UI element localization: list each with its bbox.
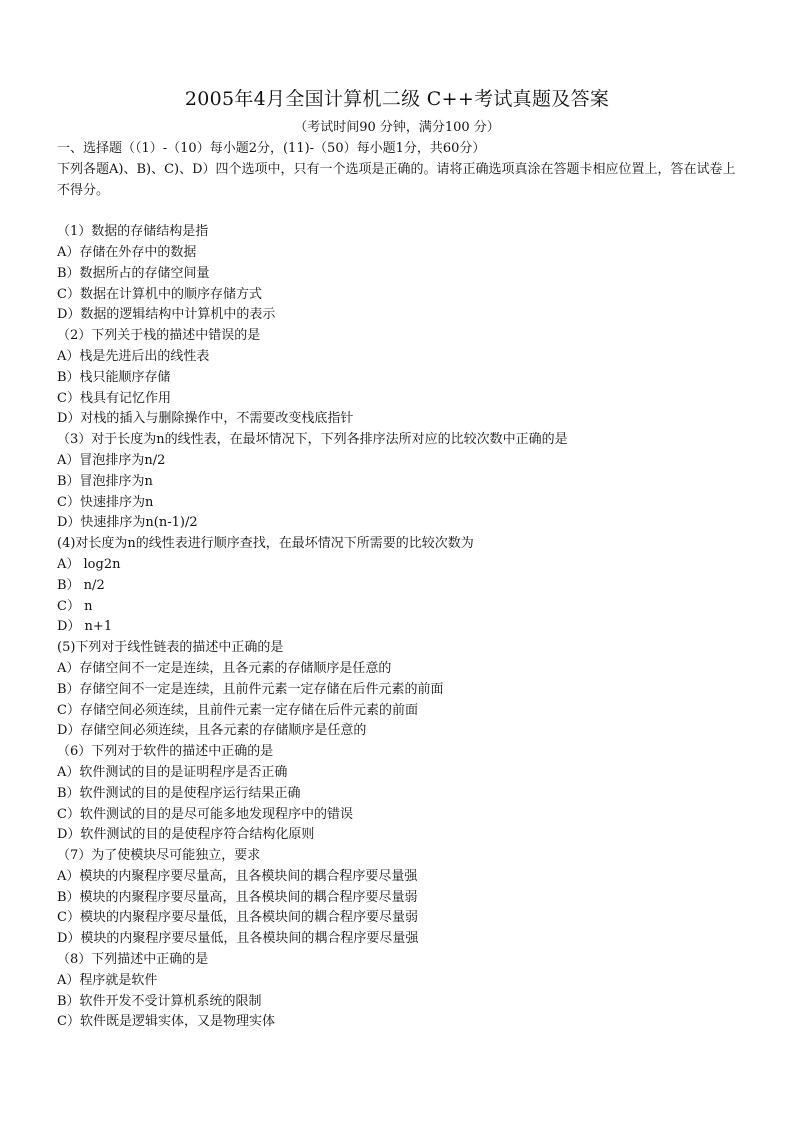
option-d: D）对栈的插入与删除操作中，不需要改变栈底指针 [57,411,354,427]
option-c: C）快速排序为n [57,494,154,510]
option-c: C）存储空间必须连续，且前件元素一定存储在后件元素的前面 [57,702,418,718]
question-5 [57,638,739,742]
option-c: C）软件测试的目的是尽可能多地发现程序中的错误 [57,806,353,822]
option-a: A）存储空间不一定是连续，且各元素的存储顺序是任意的 [57,660,392,676]
option-b: B）模块的内聚程序要尽量高，且各模块间的耦合程序要尽量弱 [57,889,418,905]
question-stem: （3）对于长度为n的线性表，在最坏情况下，下列各排序法所对应的比较次数中正确的是 [57,432,568,448]
question-1 [57,222,739,326]
option-a: A）模块的内聚程序要尽量高，且各模块间的耦合程序要尽量强 [57,868,418,884]
section-heading: 一、选择题（（1）-（10）每小题2分，(11)-（50）每小题1分，共60分） [57,141,486,156]
exam-info: （考试时间90 分钟，满分100 分） [294,120,500,135]
question-stem: （2）下列关于栈的描述中错误的是 [57,328,261,344]
question-stem: （7）为了使模块尽可能独立，要求 [57,848,261,864]
option-d: D）存储空间必须连续，且各元素的存储顺序是任意的 [57,723,367,739]
option-c: C） n [57,598,93,614]
question-6 [57,742,739,846]
option-b: B）数据所占的存储空间量 [57,265,210,281]
option-a: A）存储在外存中的数据 [57,244,197,260]
option-a: A）冒泡排序为n/2 [57,452,166,468]
option-b: B）存储空间不一定是连续，且前件元素一定存储在后件元素的前面 [57,681,444,697]
question-stem: （1）数据的存储结构是指 [57,224,209,240]
option-c: C）栈具有记忆作用 [57,390,171,406]
option-a: A） log2n [57,556,121,572]
option-b: B）软件开发不受计算机系统的限制 [57,993,262,1009]
option-b: B）栈只能顺序存储 [57,369,171,385]
option-a: A）栈是先进后出的线性表 [57,348,210,364]
option-b: B） n/2 [57,577,105,593]
option-b: B）冒泡排序为n [57,473,153,489]
option-d: D）软件测试的目的是使程序符合结构化原则 [57,827,315,843]
spacer [57,201,739,222]
option-c: C）模块的内聚程序要尽量低，且各模块间的耦合程序要尽量弱 [57,910,418,926]
option-a: A）程序就是软件 [57,972,158,988]
question-stem: (5)下列对于线性链表的描述中正确的是 [57,640,284,656]
option-d: D）数据的逻辑结构中计算机中的表示 [57,307,276,323]
option-b: B）软件测试的目的是使程序运行结果正确 [57,785,301,801]
question-3 [57,430,739,534]
option-d: D）模块的内聚程序要尽量低，且各模块间的耦合程序要尽量强 [57,931,419,947]
option-d: D） n+1 [57,619,113,635]
option-d: D）快速排序为n(n-1)/2 [57,515,198,531]
option-c: C）软件既是逻辑实体，又是物理实体 [57,1014,275,1030]
document-body [57,139,739,1033]
question-2 [57,326,739,430]
question-stem: （8）下列描述中正确的是 [57,952,209,968]
option-c: C）数据在计算机中的顺序存储方式 [57,286,262,302]
question-4 [57,534,739,638]
question-8 [57,950,739,1033]
instructions: 下列各题A)、B)、C)、D）四个选项中，只有一个选项是正确的。请将正确选项真涂在答题卡相应位置上，答在试卷上不得分。 [57,161,736,198]
question-stem: (4)对长度为n的线性表进行顺序查找，在最坏情况下所需要的比较次数为 [57,536,474,552]
option-a: A）软件测试的目的是证明程序是否正确 [57,764,288,780]
question-7 [57,846,739,950]
question-stem: （6）下列对于软件的描述中正确的是 [57,744,274,760]
document-title: 2005年4月全国计算机二级 C++考试真题及答案 [184,88,610,110]
